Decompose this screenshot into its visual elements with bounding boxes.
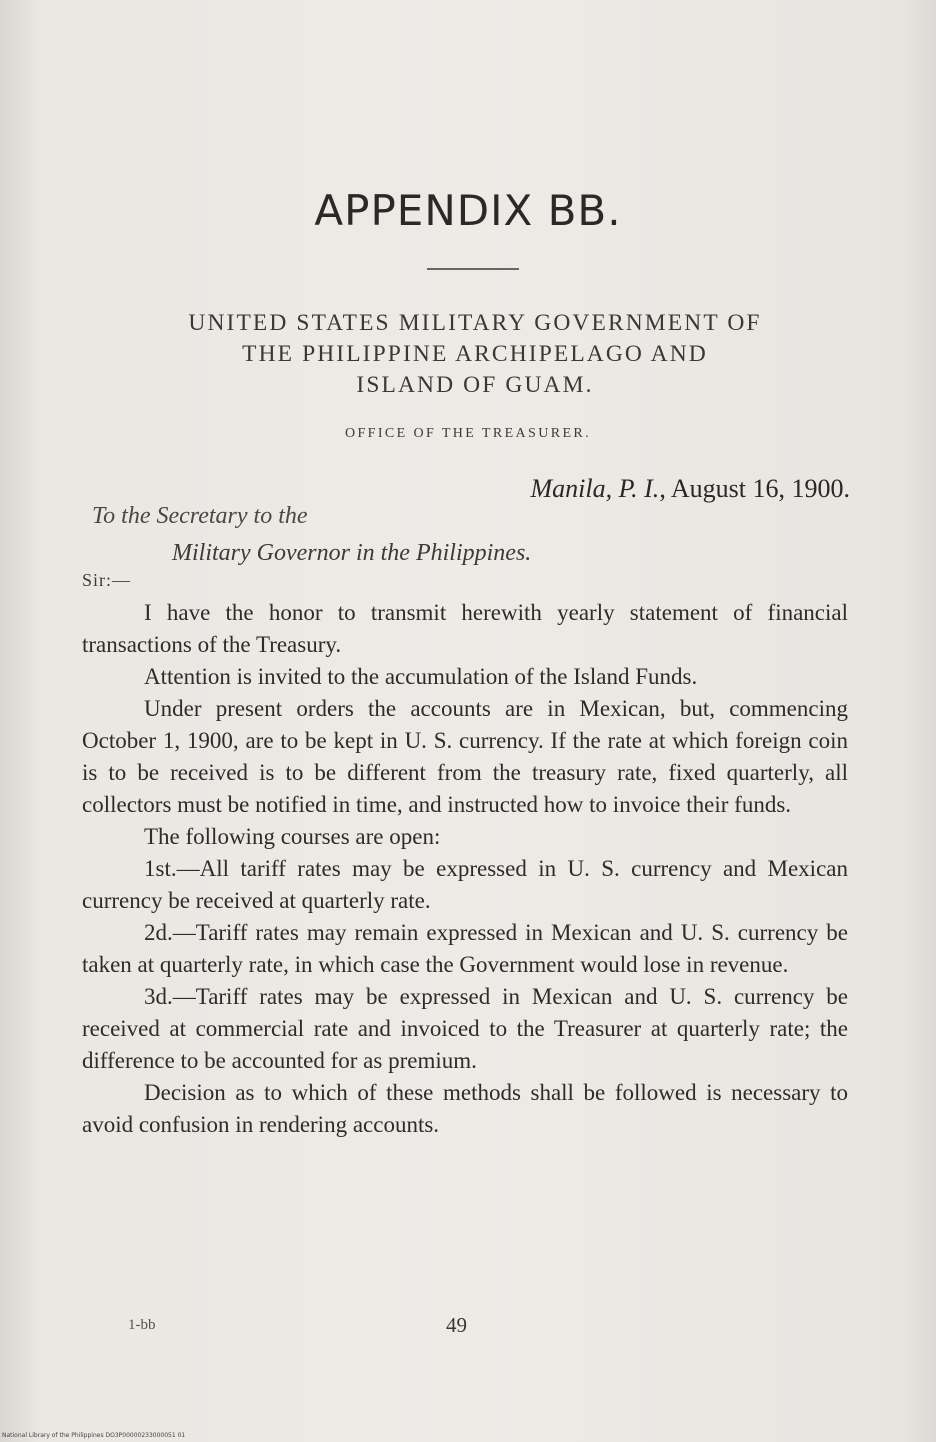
paragraph: 3d.—Tariff rates may be expressed in Mexican and U. S. currency be received at commercial rate and invoiced to the Treasurer at quarterly rate; the difference to be accounted for as premium. <box>82 984 848 1073</box>
paragraph: I have the honor to transmit herewith yearly statement of financial transactions of the Treasury. <box>82 600 848 657</box>
paragraph: 2d.—Tariff rates may remain expressed in Mexican and U. S. currency be taken at quarterly rate, in which case the Government would lose in revenue. <box>82 920 848 977</box>
scan-footer-credit: National Library of the Philippines DO3P00000233000051 01 <box>2 1432 186 1439</box>
title-rule-divider <box>427 268 519 270</box>
appendix-title: APPENDIX BB. <box>314 186 622 235</box>
paragraph: Decision as to which of these methods shall be followed is necessary to avoid confusion in rendering accounts. <box>82 1080 848 1137</box>
dateline-place: Manila, P. I. <box>530 474 660 503</box>
dateline-date: , August 16, 1900. <box>659 474 850 503</box>
page-number: 49 <box>446 1313 467 1337</box>
dateline <box>531 474 850 504</box>
address-line-1: To the Secretary to the <box>92 503 308 529</box>
paragraph: The following courses are open: <box>144 824 441 849</box>
address-line-2: Military Governor in the Philippines. <box>172 540 532 566</box>
heading-line-3: ISLAND OF GUAM. <box>356 372 594 398</box>
salutation: Sir:— <box>82 570 132 590</box>
paragraph: 1st.—All tariff rates may be expressed in U. S. currency and Mexican currency be received at quarterly rate. <box>82 856 848 913</box>
office-subheading: OFFICE OF THE TREASURER. <box>344 426 592 441</box>
government-heading <box>100 308 850 401</box>
signature-mark: 1-bb <box>128 1317 156 1333</box>
paragraph: Attention is invited to the accumulation of the Island Funds. <box>144 664 698 689</box>
heading-line-2: THE PHILIPPINE ARCHIPELAGO AND <box>242 341 708 367</box>
heading-line-1: UNITED STATES MILITARY GOVERNMENT OF <box>188 310 762 336</box>
paragraph: Under present orders the accounts are in Mexican, but, commencing October 1, 1900, are to be kept in U. S. currency. If the rate at which foreign coin is to be received is to be different from the treasury rate, fixed quarterly, all collectors must be notified in time, and instructed how to invoice their funds. <box>82 696 848 817</box>
letter-body <box>82 597 848 1141</box>
